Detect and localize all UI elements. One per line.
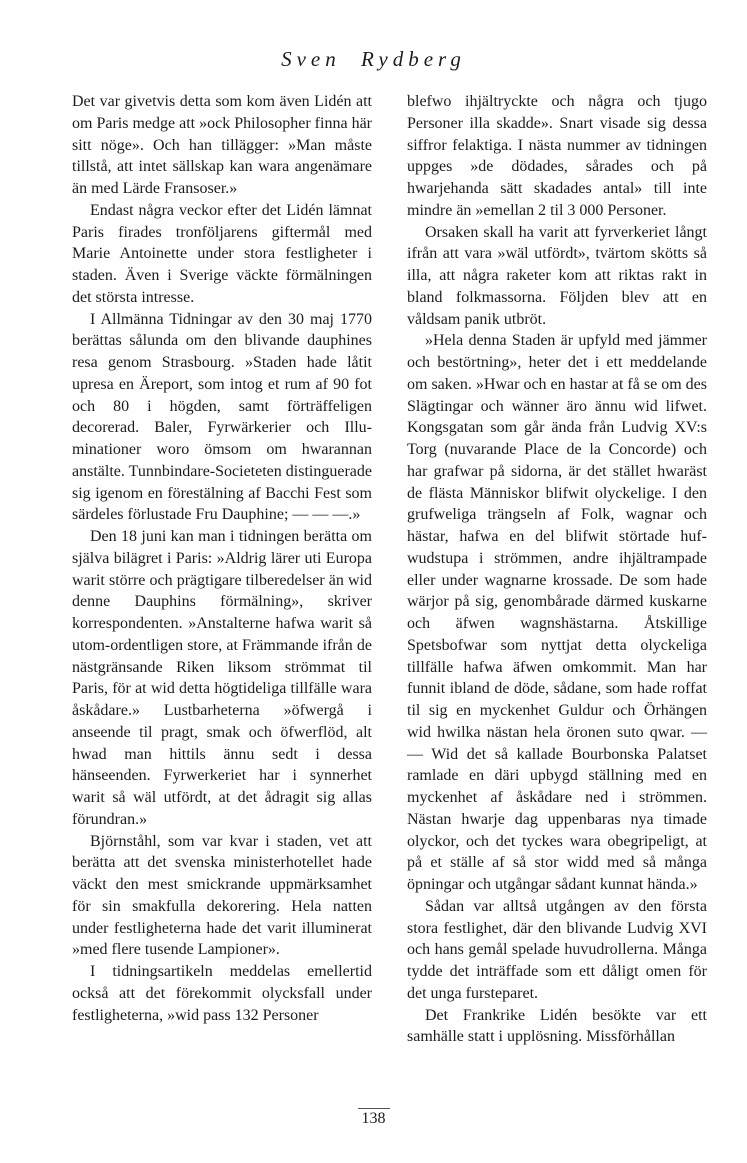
running-head: Sven Rydberg	[281, 47, 466, 71]
paragraph: I Allmänna Tidningar av den 30 maj 1770 berättas sålunda om den blivande dauphines resa genom Strasbourg. »Staden hade låtit upresa en Äreport, som intog et rum af 90 fot och 80 i högden, samt förträffeligen decorerad. Baler, Fyrwärkerier och Illuminationer woro ömsom om hwarannan anstälte. Tunnbindare-Societeten distinguerade sig igenom en förestälning af Bacchi Fest som särdeles förlustade Fru Dauphine; — — —.»	[72, 310, 372, 524]
paragraph: Björnståhl, som var kvar i staden, vet att berätta att det svenska ministerhotellet hade väckt den mest smickrande uppmärksamhet för sin smakfulla dekorering. Hela natten under festligheterna hade det varit illuminerat »med flere tusende Lampioner».	[72, 832, 372, 959]
page-number	[0, 1108, 747, 1129]
paragraph: Det Frankrike Lidén besökte var ett samhälle statt i upplösning. Missförhållan	[407, 1006, 707, 1046]
page-number-text: 138	[358, 1108, 390, 1129]
paragraph: Sådan var alltså utgången av den första stora festlighet, där den blivande Ludvig XVI och hans gemål spelade huvudrollerna. Många tydde det inträffade som ett dåligt omen för det unga fursteparet.	[407, 897, 707, 1002]
paragraph: Endast några veckor efter det Lidén lämnat Paris firades tronföljarens giftermål med Marie Antoinette under stora festligheter i staden. Även i Sverige väckte förmälningen det största intresse.	[72, 201, 372, 306]
paragraph: blefwo ihjältryckte och några och tjugo Personer illa skadde». Snart visade sig dessa siffror felaktiga. I nästa nummer av tidningen uppges »de dödades, sårades och på hwarjehanda sätt skadades antal» till inte mindre än »emellan 2 til 3 000 Personer.	[407, 93, 707, 219]
paragraph: I tidningsartikeln meddelas emellertid också att det förekommit olycksfall under festligheterna, »wid pass 132 Personer	[72, 963, 372, 1024]
paragraph: Den 18 juni kan man i tidningen berätta om själva bilägret i Paris: »Aldrig lärer uti Europa warit större och prägtigare tilberedelser än wid denne Dauphins förmälning», skriver korrespondenten. »Anstalterne hafwa warit så utom-ordentligen store, at Främmande ifrån de nästgränsande Riken liksom strömmat til Paris, för at wid detta högtideliga tillfälle wara åskådare.» Lustbarheterna »öfwergå i anseende til pragt, smak och öfwerflöd, alt hwad man hittils ännu sedt i dessa hänseenden. Fyrwerkeriet har i synnerhet warit så wäl utfördt, at det ådragit sig allas förundran.»	[72, 528, 372, 828]
paragraph: Orsaken skall ha varit att fyrverkeriet långt ifrån att vara »wäl utfördt», tvärtom skötts så illa, att några raketer kom att riktas rakt in bland folkmassorna. Följden blev att en våldsam panik utbröt.	[407, 223, 707, 328]
right-column	[407, 91, 707, 1048]
paragraph: »Hela denna Staden är upfyld med jämmer och bestörtning», heter det i ett meddelande om saken. »Hwar och en hastar at få se om des Slägtingar och wänner äro ännu wid lifwet. Kongsgatan som går ända från Ludvig XV:s Torg (nuvarande Place de la Concorde) och har grafwar på sidorna, är det stället hwaräst de flästa Människor blifwit olyckelige. I den grufweliga trängseln af Folk, wagnar och hästar, hafwa en del blifwit störtade hufwudstupa i strömmen, andre ihjältrampade eller under wagnarne krossade. De som hade wärjor på sig, genombårade därmed kuskarne och äfwen wagnshästarna. Åtskillige Spetsbofwar som nyttjat detta olyckeliga tillfälle hafwa äfwen omkommit. Man har funnit ibland de döde, sådane, som hade roffat til sig en myckenhet Guldur och Örhängen wid hwilka nästan hela öronen suto qwar. — — Wid det så kallade Bourbonska Palatset ramlade en däri upbygd ställning med en myckenhet af åskådare ned i strömmen. Nästan hwarje dag uppenbaras nya timade olyckor, och det tyckes wara obegripeligt, at på et ställe af så stor widd med så många öpningar och utgångar sådant kunnat hända.»	[407, 332, 707, 893]
left-column	[72, 91, 372, 1026]
paragraph: Det var givetvis detta som kom även Lidén att om Paris medge att »ock Philosopher finna här sitt nöge». Och han tillägger: »Man måste tillstå, att intet sällskap kan wara angenämare än med Lärde Fransoser.»	[72, 93, 372, 197]
